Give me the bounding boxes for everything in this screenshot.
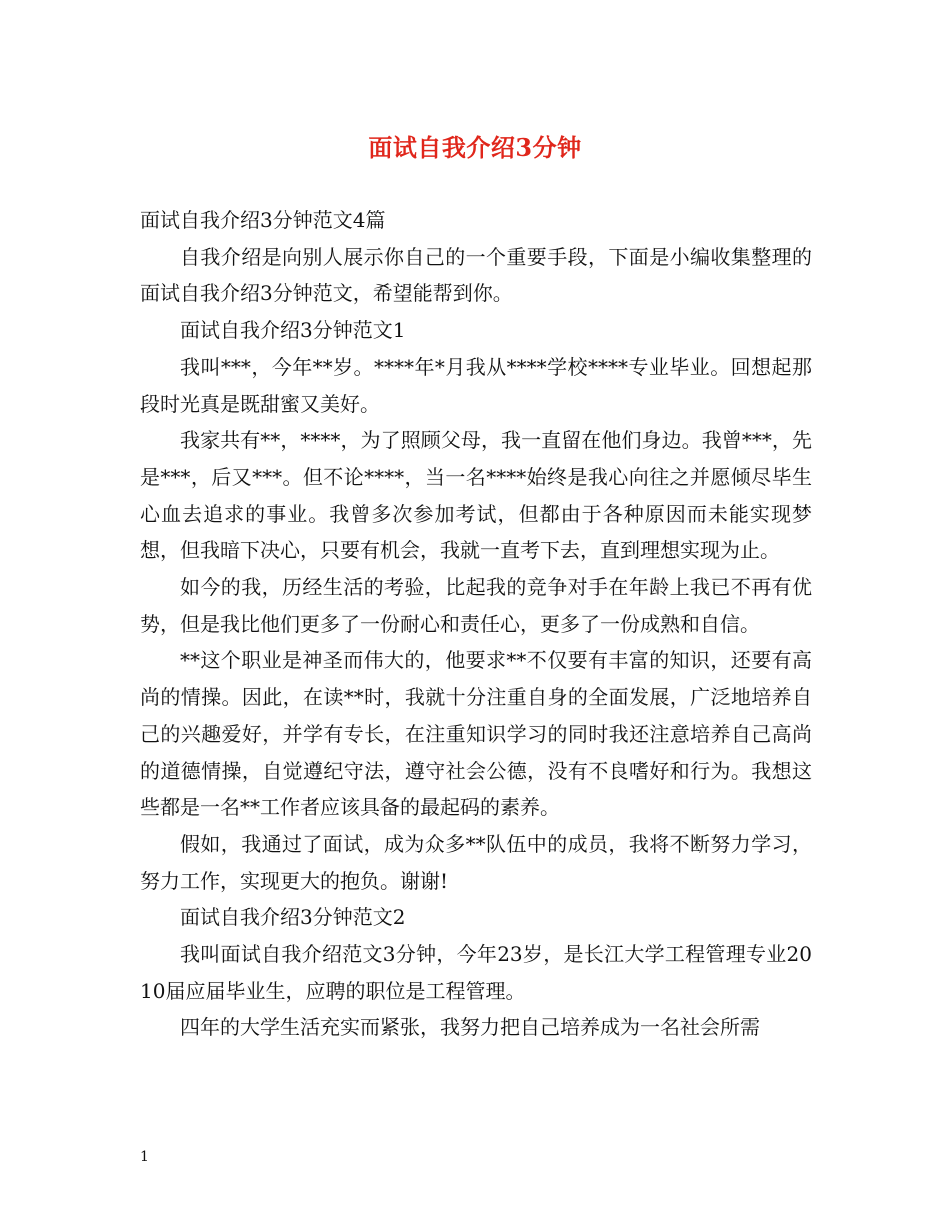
paragraph: **这个职业是神圣而伟大的，他要求**不仅要有丰富的知识，还要有高尚的情操。因此，在读**时，我就十分注重自身的全面发展，广泛地培养自己的兴趣爱好，并学有专长，在注重知识学习的同时我还注意培养自己高尚的道德情操，自觉遵纪守法，遵守社会公德，没有不良嗜好和行为。我想这些都是一名**工作者应该具备的最起码的素养。 xyxy=(140,648,812,820)
paragraph: 自我介绍是向别人展示你自己的一个重要手段，下面是小编收集整理的面试自我介绍3分钟范文，希望能帮到你。 xyxy=(140,244,812,306)
section-heading: 面试自我介绍3分钟范文1 xyxy=(180,318,406,343)
section-heading: 面试自我介绍3分钟范文2 xyxy=(180,905,406,930)
subtitle-line: 面试自我介绍3分钟范文4篇 xyxy=(140,208,386,232)
page-number: 1 xyxy=(140,1149,149,1165)
paragraph: 假如，我通过了面试，成为众多**队伍中的成员，我将不断努力学习，努力工作，实现更大的抱负。谢谢! xyxy=(140,831,812,893)
paragraph: 四年的大学生活充实而紧张，我努力把自己培养成为一名社会所需 xyxy=(180,1015,760,1040)
paragraph: 如今的我，历经生活的考验，比起我的竞争对手在年龄上我已不再有优势，但是我比他们更多了一份耐心和责任心，更多了一份成熟和自信。 xyxy=(140,575,812,636)
paragraph: 我家共有**，****，为了照顾父母，我一直留在他们身边。我曾***，先是***，后又***。但不论****，当一名****始终是我心向往之并愿倾尽毕生心血去追求的事业。我曾多次参加考试，但都由于各种原因而未能实现梦想，但我暗下决心，只要有机会，我就一直考下去，直到理想实现为止。 xyxy=(140,428,812,563)
document-body xyxy=(140,202,812,1046)
paragraph: 我叫***，今年**岁。****年*月我从****学校****专业毕业。回想起那段时光真是既甜蜜又美好。 xyxy=(140,354,812,416)
document-title: 面试自我介绍3分钟 xyxy=(368,133,582,162)
paragraph: 我叫面试自我介绍范文3分钟，今年23岁，是长江大学工程管理专业2010届应届毕业生，应聘的职位是工程管理。 xyxy=(140,942,812,1003)
